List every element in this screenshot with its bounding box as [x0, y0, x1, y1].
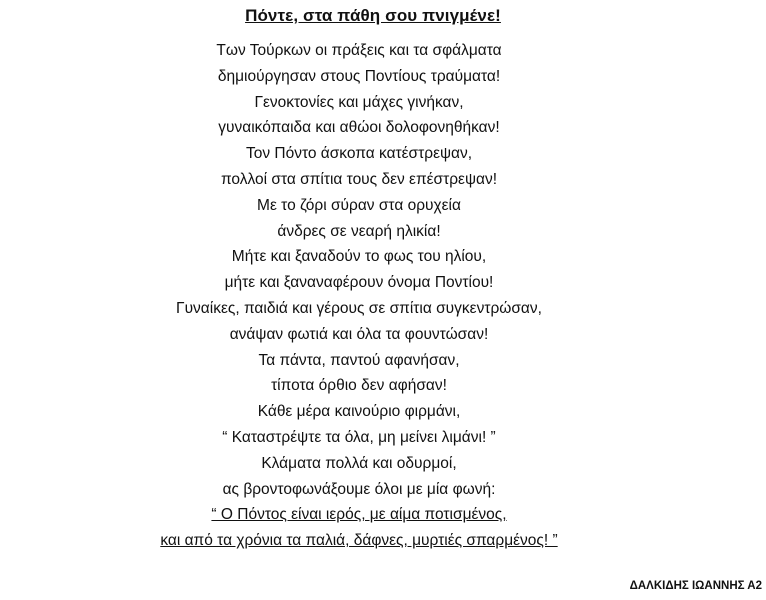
poem-line: ανάψαν φωτιά και όλα τα φουντώσαν!	[229, 325, 489, 343]
author-signature: ΔΑΛΚΙΔΗΣ ΙΩΑΝΝΗΣ Α2	[629, 580, 762, 592]
poem-line-underlined: “ Ο Πόντος είναι ιερός, με αίμα ποτισμένος,	[211, 506, 507, 524]
poem-line: άνδρες σε νεαρή ηλικία!	[277, 222, 441, 240]
poem-line: Μήτε και ξαναδούν το φως του ηλίου,	[231, 248, 487, 266]
poem-line: Γενοκτονίες και μάχες γινήκαν,	[254, 93, 464, 111]
poem-line-underlined: και από τα χρόνια τα παλιά, δάφνες, μυρτιές σπαρμένος! ”	[160, 532, 558, 550]
poem-line: Των Τούρκων οι πράξεις και τα σφάλματα	[216, 42, 502, 59]
poem-line: δημιούργησαν στους Ποντίους τραύματα!	[217, 67, 501, 85]
poem-line: μήτε και ξαναναφέρουν όνομα Ποντίου!	[224, 274, 494, 292]
poem-line: γυναικόπαιδα και αθώοι δολοφονηθήκαν!	[218, 119, 500, 137]
poem-line: Κλάματα πολλά και οδυρμοί,	[261, 454, 457, 472]
poem-line: Τα πάντα, παντού αφανήσαν,	[258, 351, 460, 369]
poem-line: τίποτα όρθιο δεν αφήσαν!	[271, 377, 447, 395]
poem-line: Τον Πόντο άσκοπα κατέστρεψαν,	[245, 145, 473, 163]
poem-body	[0, 38, 718, 554]
poem-line: Με το ζόρι σύραν στα ορυχεία	[257, 196, 461, 214]
poem-title: Πόντε, στα πάθη σου πνιγμένε!	[245, 6, 501, 25]
poem-line: Κάθε μέρα καινούριο φιρμάνι,	[257, 403, 461, 421]
poem-line: πολλοί στα σπίτια τους δεν επέστρεψαν!	[220, 170, 498, 188]
poem-line: ας βροντοφωνάξουμε όλοι με μία φωνή:	[222, 480, 496, 498]
poem-line: Γυναίκες, παιδιά και γέρους σε σπίτια συγκεντρώσαν,	[176, 299, 542, 317]
poem-line: “ Καταστρέψτε τα όλα, μη μείνει λιμάνι! ”	[222, 428, 496, 446]
